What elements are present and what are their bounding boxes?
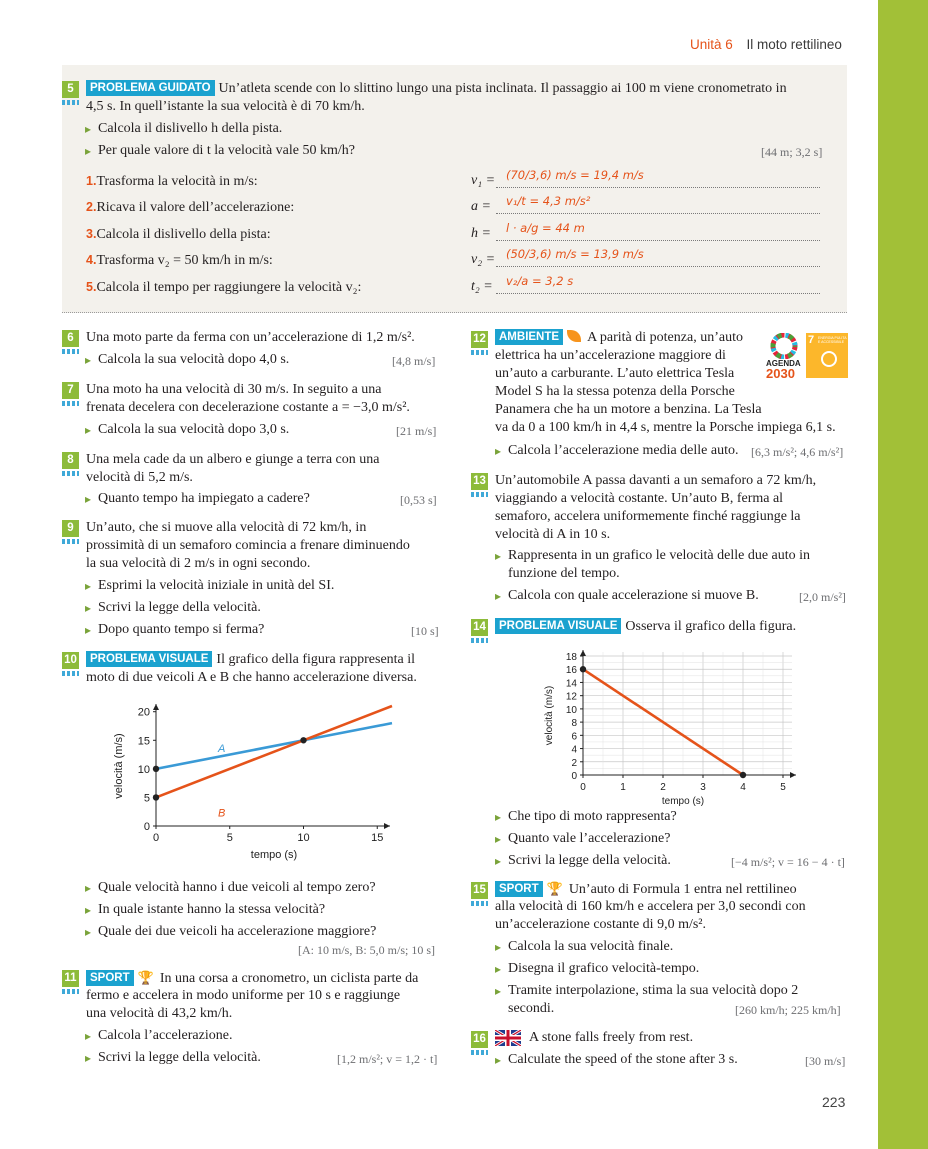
bullet: ▸ Dopo quanto tempo si ferma? (98, 621, 264, 639)
guided-step (86, 251, 273, 270)
exercise-text: un’accelerazione costante di 9,0 m/s². (495, 917, 706, 932)
x-axis-arrow (384, 823, 390, 829)
step-variable: h = (471, 226, 491, 241)
problem-tag: PROBLEMA VISUALE (86, 651, 212, 667)
step-label: Calcola il tempo per raggiungere la velocità v₂: (96, 280, 362, 295)
answer: [21 m/s] (396, 424, 437, 438)
answer: [44 m; 3,2 s] (761, 145, 823, 159)
problem-tag: SPORT (495, 881, 543, 897)
exercise-number: 15 (471, 882, 488, 899)
exercise-text: moto di due veicoli A e B che hanno accelerazione diversa. (86, 670, 417, 685)
exercise-text: va da 0 a 100 km/h in 4,4 s, mentre la Porsche impiega 6,1 s. (495, 420, 836, 435)
exercise-number: 13 (471, 473, 488, 490)
answer: [30 m/s] (805, 1054, 846, 1068)
data-point (153, 794, 159, 800)
series-name-label: A (218, 742, 226, 755)
x-tick-label: 0 (580, 782, 586, 793)
answer: [2,0 m/s²] (799, 590, 846, 604)
bullet: ▸ Calcola il dislivello h della pista. (98, 120, 282, 138)
exercise-text: viaggiando a velocità costante. Un’auto B, ferma al (495, 491, 784, 506)
data-point (300, 737, 306, 743)
exercise-number: 10 (62, 652, 79, 669)
y-tick-label: 0 (571, 771, 577, 782)
exercise-text: frenata decelera con decelerazione costante a = −3,0 m/s². (86, 400, 410, 415)
data-point (740, 772, 746, 778)
bullet: ▸ Scrivi la legge della velocità. (98, 599, 261, 617)
y-tick-label: 16 (565, 665, 577, 677)
velocity-time-chart-ex10 (110, 700, 410, 870)
y-tick-label: 12 (565, 691, 577, 703)
answer: [4,8 m/s] (392, 354, 436, 368)
answer-fill-line (496, 168, 820, 188)
answer: [A: 10 m/s, B: 5,0 m/s; 10 s] (298, 943, 436, 957)
y-tick-label: 10 (137, 763, 150, 776)
step-label: Ricava il valore dell’accelerazione: (96, 200, 295, 215)
answer: [1,2 m/s²; v = 1,2 · t] (337, 1052, 438, 1066)
series-line-a (156, 723, 392, 769)
problem-tag: SPORT (86, 970, 134, 986)
exercise-text: velocità di A in 10 s. (495, 527, 611, 542)
problem-tag: PROBLEMA VISUALE (495, 618, 621, 634)
step-variable: a = (471, 199, 491, 214)
sun-icon (821, 351, 837, 367)
trophy-icon: 🏆 (546, 881, 563, 896)
bullet: ▸ Che tipo di moto rappresenta? (508, 808, 677, 826)
exercise-number: 6 (62, 330, 79, 347)
x-tick-label: 15 (371, 832, 384, 844)
trophy-icon: 🏆 (137, 970, 154, 985)
exercise-number: 16 (471, 1031, 488, 1048)
x-tick-label: 5 (226, 832, 233, 844)
bullet: ▸ Quanto tempo ha impiegato a cadere? (98, 490, 310, 508)
step-label: Trasforma v₂ = 50 km/h in m/s: (96, 253, 273, 268)
uk-flag-icon (495, 1030, 521, 1046)
exercise-number: 7 (62, 382, 79, 399)
exercise-5-text: PROBLEMA GUIDATO Un’atleta scende con lo slittino lungo una pista inclinata. Il passaggio ai 100 m viene cronometrato in (86, 80, 787, 98)
exercise-text: Una mela cade da un albero e giunge a terra con una (86, 452, 380, 467)
guided-step (86, 278, 361, 297)
handwritten-answer: v₂/a = 3,2 s (506, 274, 574, 288)
series-line-b (156, 706, 392, 797)
x-axis-label: tempo (s) (661, 796, 705, 807)
handwritten-answer: l · a/g = 44 m (506, 221, 585, 235)
step-number: 3. (86, 227, 97, 241)
answer-fill-line (496, 194, 820, 214)
exercise-text: Un’auto, che si muove alla velocità di 72 km/h, in (86, 520, 367, 535)
page-number: 223 (822, 1094, 846, 1110)
agenda-2030-logo: AGENDA 2030 (766, 333, 802, 383)
separator (62, 312, 847, 313)
bullet: ▸ Quale dei due veicoli ha accelerazione maggiore? (98, 923, 376, 941)
exercise-number: 8 (62, 452, 79, 469)
bullet: ▸ In quale istante hanno la stessa velocità? (98, 901, 325, 919)
leaf-icon (567, 330, 581, 342)
y-tick-label: 8 (571, 718, 577, 730)
x-tick-label: 10 (297, 832, 310, 844)
x-axis-label: tempo (s) (250, 849, 298, 861)
exercise-text: PROBLEMA VISUALE Il grafico della figura rappresenta il (86, 651, 415, 669)
step-number: 5. (86, 280, 97, 294)
exercise-text: A stone falls freely from rest. (529, 1030, 694, 1045)
step-variable: v₂ = (471, 252, 496, 267)
bullet: ▸ Per quale valore di t la velocità vale 50 km/h? (98, 142, 355, 160)
problem-tag: PROBLEMA GUIDATO (86, 80, 215, 96)
bullet-continuation: funzione del tempo. (508, 566, 620, 581)
answer: [−4 m/s²; v = 16 − 4 · t] (731, 855, 845, 869)
series-name-label: B (218, 807, 226, 820)
x-tick-label: 1 (620, 782, 626, 793)
bullet: ▸ Scrivi la legge della velocità. (508, 852, 671, 870)
bullet: ▸ Scrivi la legge della velocità. (98, 1049, 261, 1067)
exercise-text: la sua velocità di 2 m/s in ogni secondo. (86, 556, 311, 571)
bullet: ▸ Disegna il grafico velocità-tempo. (508, 960, 699, 978)
exercise-number: 5 (62, 81, 79, 98)
handwritten-answer: (70/3,6) m/s = 19,4 m/s (506, 168, 644, 182)
answer-fill-line (496, 221, 820, 241)
bullet: ▸ Calcola la sua velocità dopo 4,0 s. (98, 351, 289, 369)
bullet: ▸ Calculate the speed of the stone after 3 s. (508, 1051, 738, 1069)
y-tick-label: 20 (137, 706, 150, 719)
y-tick-label: 5 (143, 792, 150, 805)
sdg-wheel-icon (769, 333, 805, 359)
problem-tag: AMBIENTE (495, 329, 563, 345)
exercise-text: PROBLEMA VISUALE Osserva il grafico della figura. (495, 618, 796, 636)
answer: [260 km/h; 225 km/h] (735, 1003, 841, 1017)
answer: [6,3 m/s²; 4,6 m/s²] (751, 445, 844, 459)
handwritten-answer: (50/3,6) m/s = 13,9 m/s (506, 247, 644, 261)
bullet: ▸ Calcola l’accelerazione media delle auto. (508, 442, 738, 460)
exercise-text: velocità di 5,2 m/s. (86, 470, 193, 485)
x-tick-label: 2 (660, 782, 666, 793)
y-tick-label: 0 (143, 821, 150, 833)
exercise-text: una velocità di 43,2 km/h. (86, 1006, 233, 1021)
data-point (153, 766, 159, 772)
y-tick-label: 14 (565, 678, 577, 690)
y-axis-label: velocità (m/s) (113, 733, 125, 799)
sdg-goal-7-badge: 7 ENERGIA PULITA E ACCESSIBILE (806, 333, 848, 378)
unit-title: Il moto rettilineo (746, 37, 842, 52)
y-axis-arrow (580, 650, 586, 656)
x-tick-label: 3 (700, 782, 706, 793)
bullet: ▸ Esprimi la velocità iniziale in unità del SI. (98, 577, 334, 595)
step-number: 1. (86, 174, 97, 188)
exercise-text: Model S ha la stessa potenza della Porsche (495, 384, 735, 399)
velocity-time-chart-ex14 (540, 646, 800, 808)
exercise-number: 12 (471, 331, 488, 348)
y-tick-label: 4 (571, 744, 577, 756)
y-tick-label: 6 (571, 731, 577, 743)
bullet: ▸ Calcola la sua velocità finale. (508, 938, 673, 956)
y-axis-label: velocità (m/s) (544, 685, 555, 746)
exercise-text: prossimità di un semaforo comincia a frenare diminuendo (86, 538, 410, 553)
y-tick-label: 2 (571, 757, 577, 769)
exercise-text: semaforo, accelera uniformemente finché raggiunge la (495, 509, 801, 524)
exercise-text: SPORT 🏆 Un’auto di Formula 1 entra nel rettilineo (495, 880, 797, 899)
bullet: ▸ Rappresenta in un grafico le velocità delle due auto in (508, 547, 810, 565)
bullet-continuation: secondi. (508, 1001, 555, 1016)
step-number: 2. (86, 200, 97, 214)
exercise-text: un’auto a carburante. L’auto elettrica Tesla (495, 366, 735, 381)
exercise-text: Una moto ha una velocità di 30 m/s. In seguito a una (86, 382, 382, 397)
answer-fill-line (496, 274, 820, 294)
bullet: ▸ Calcola l’accelerazione. (98, 1027, 232, 1045)
bullet: ▸ Quanto vale l’accelerazione? (508, 830, 670, 848)
running-header (690, 37, 842, 52)
y-tick-label: 18 (565, 652, 577, 663)
y-axis-arrow (153, 704, 159, 710)
y-tick-label: 15 (137, 735, 150, 748)
x-tick-label: 0 (152, 832, 160, 844)
step-number: 4. (86, 253, 97, 267)
x-tick-label: 5 (780, 782, 786, 793)
answer-fill-line (496, 247, 820, 267)
bullet: ▸ Calcola la sua velocità dopo 3,0 s. (98, 421, 289, 439)
exercise-text: elettrica ha un’accelerazione maggiore di (495, 348, 726, 363)
exercise-text: Panamera che ha un motore a benzina. La Tesla (495, 402, 762, 417)
exercise-number: 11 (62, 970, 79, 987)
x-axis-arrow (790, 772, 796, 778)
step-variable: t₂ = (471, 279, 493, 294)
answer: [0,53 s] (400, 493, 437, 507)
exercise-5-text-2: 4,5 s. In quell’istante la sua velocità è di 70 km/h. (86, 99, 365, 114)
exercise-text: Una moto parte da ferma con un’accelerazione di 1,2 m/s². (86, 330, 415, 345)
handwritten-answer: v₁/t = 4,3 m/s² (506, 194, 591, 208)
answer: [10 s] (411, 624, 439, 638)
step-variable: v₁ = (471, 173, 496, 188)
exercise-number: 9 (62, 520, 79, 537)
bullet: ▸ Calcola con quale accelerazione si muove B. (508, 587, 759, 605)
guided-step (86, 225, 271, 244)
page-edge-bar (878, 0, 928, 1149)
guided-step (86, 198, 294, 217)
exercise-number: 14 (471, 619, 488, 636)
unit-label: Unità 6 (690, 37, 733, 52)
data-point (580, 666, 586, 672)
exercise-text: fermo e accelera in modo uniforme per 10 s e raggiunge (86, 988, 401, 1003)
bullet: ▸ Quale velocità hanno i due veicoli al tempo zero? (98, 879, 376, 897)
y-tick-label: 10 (565, 704, 577, 716)
exercise-text: AMBIENTE A parità di potenza, un’auto (495, 329, 743, 347)
exercise-text: alla velocità di 160 km/h e accelera per 3,0 secondi con (495, 899, 806, 914)
step-label: Calcola il dislivello della pista: (96, 227, 271, 242)
guided-step (86, 172, 258, 191)
x-tick-label: 4 (740, 782, 746, 793)
step-label: Trasforma la velocità in m/s: (96, 174, 258, 189)
exercise-text: Un’automobile A passa davanti a un semaforo a 72 km/h, (495, 473, 817, 488)
bullet: ▸ Tramite interpolazione, stima la sua velocità dopo 2 (508, 982, 798, 1000)
exercise-text: SPORT 🏆 In una corsa a cronometro, un ciclista parte da (86, 969, 418, 988)
